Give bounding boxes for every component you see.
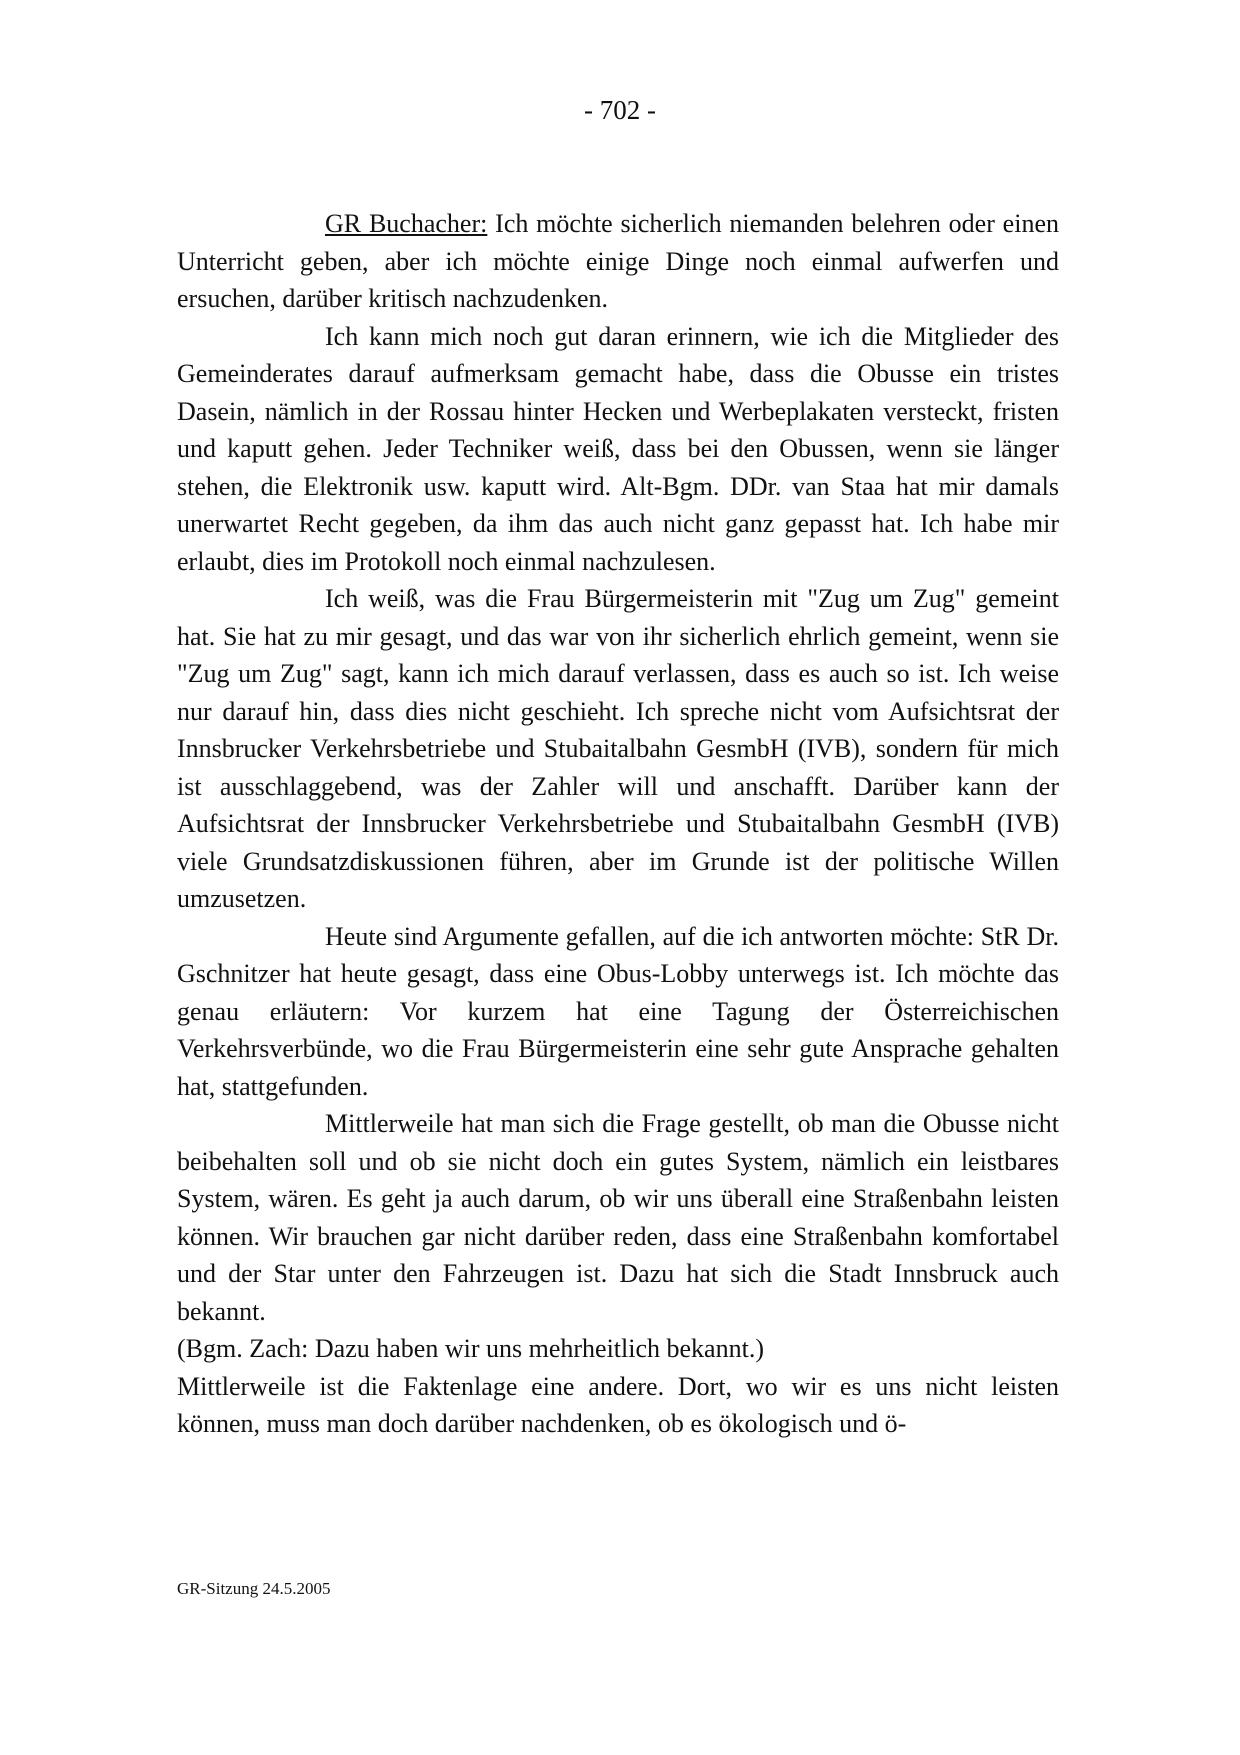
paragraph-3: Ich weiß, was die Frau Bürgermeisterin mit "Zug um Zug" gemeint hat. Sie hat zu mir gesagt, und das war von ihr sicherlich ehrlich gemeint, wenn sie "Zug um Zug" sagt, kann ich mich darauf verlassen, dass es auch so ist. Ich weise nur darauf hin, dass dies nicht geschieht. Ich spreche nicht vom Aufsichtsrat der Innsbrucker Verkehrsbetriebe und Stubaitalbahn GesmbH (IVB), sondern für mich ist ausschlaggebend, was der Zahler will und anschafft. Darüber kann der Aufsichtsrat der Innsbrucker Verkehrsbetriebe und Stubaitalbahn GesmbH (IVB) viele Grundsatzdiskussionen führen, aber im Grunde ist der politische Willen umzusetzen. — [177, 584, 1059, 913]
footer-session-date: GR-Sitzung 24.5.2005 — [177, 1579, 331, 1598]
paragraph-4: Heute sind Argumente gefallen, auf die ich antworten möchte: StR Dr. Gschnitzer hat heute gesagt, dass eine Obus-Lobby unterwegs ist. Ich möchte das genau erläutern: Vor kurzem hat eine Tagung der Österreichischen Verkehrsverbünde, wo die Frau Bürgermeisterin eine sehr gute Ansprache gehalten hat, stattgefunden. — [177, 921, 1059, 1101]
page-number: - 702 - — [584, 95, 656, 125]
paragraph-1 — [177, 205, 1059, 318]
interjection: (Bgm. Zach: Dazu haben wir uns mehrheitlich bekannt.) — [177, 1334, 764, 1363]
paragraph-2: Ich kann mich noch gut daran erinnern, wie ich die Mitglieder des Gemeinderates darauf aufmerksam gemacht habe, dass die Obusse ein tristes Dasein, nämlich in der Rossau hinter Hecken und Werbeplakaten versteckt, fristen und kaputt gehen. Jeder Techniker weiß, dass bei den Obussen, wenn sie länger stehen, die Elektronik usw. kaputt wird. Alt-Bgm. DDr. van Staa hat mir damals unerwartet Recht gegeben, da ihm das auch nicht ganz gepasst hat. Ich habe mir erlaubt, dies im Protokoll noch einmal nachzulesen. — [177, 321, 1059, 576]
document-body — [177, 205, 1059, 1443]
continuation-paragraph: Mittlerweile ist die Faktenlage eine andere. Dort, wo wir es uns nicht leisten können, muss man doch darüber nachdenken, ob es ökologisch und ö- — [177, 1371, 1059, 1438]
speaker-name: GR Buchacher: — [325, 209, 488, 238]
paragraph-5: Mittlerweile hat man sich die Frage gestellt, ob man die Obusse nicht beibehalten soll und ob sie nicht doch ein gutes System, nämlich ein leistbares System, wären. Es geht ja auch darum, ob wir uns überall eine Straßenbahn leisten können. Wir brauchen gar nicht darüber reden, dass eine Straßenbahn komfortabel und der Star unter den Fahrzeugen ist. Dazu hat sich die Stadt Innsbruck auch bekannt. — [177, 1109, 1059, 1326]
paragraph-text: Ich möchte sicherlich niemanden belehren oder einen Unterricht geben, aber ich möchte einige Dinge noch einmal aufwerfen und ersuchen, darüber kritisch nachzudenken. — [177, 209, 1059, 313]
